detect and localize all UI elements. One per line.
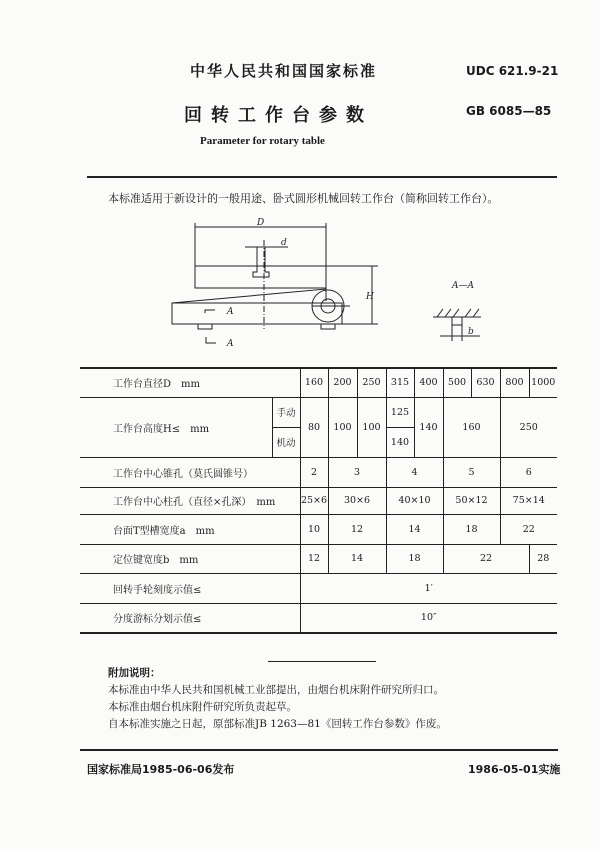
- row-label: 工作台中心柱孔（直径×孔深） mm: [80, 487, 300, 514]
- note-line: 本标准由中华人民共和国机械工业部提出，由烟台机床附件研究所归口。: [108, 684, 444, 696]
- cell: 75×14: [500, 487, 557, 514]
- cell: 22: [443, 544, 529, 573]
- table-row: [80, 514, 557, 544]
- label-A: A: [227, 307, 234, 317]
- cell: 1000: [529, 368, 557, 397]
- cell: 160: [300, 368, 328, 397]
- note-line: 本标准由烟台机床附件研究所负责起草。: [108, 701, 297, 713]
- cell: 18: [443, 514, 500, 544]
- cell: 6: [500, 457, 557, 487]
- standard-number: GB 6085—85: [466, 104, 552, 118]
- document-title: 回转工作台参数: [184, 105, 373, 126]
- sub-label: 机动: [272, 427, 300, 457]
- cell: 14: [328, 544, 386, 573]
- cell: 315: [386, 368, 414, 397]
- label-A-bottom: A: [227, 339, 234, 349]
- cell: 80: [300, 397, 328, 457]
- cell: 10″: [300, 603, 557, 633]
- cell: 100: [328, 397, 357, 457]
- cell: 140: [414, 397, 443, 457]
- cell: 140: [386, 427, 414, 457]
- cell: 630: [471, 368, 500, 397]
- notes-separator: [268, 661, 376, 662]
- cell: 160: [443, 397, 500, 457]
- row-label: 工作台中心锥孔（莫氏圆锥号）: [80, 457, 300, 487]
- issuing-org: 中华人民共和国国家标准: [190, 62, 378, 80]
- rotary-table-drawing: [150, 205, 500, 355]
- cell: 40×10: [386, 487, 443, 514]
- table-row: [80, 544, 557, 573]
- cell: 10: [300, 514, 328, 544]
- section-label: A—A: [452, 281, 474, 291]
- table-row: [80, 457, 557, 487]
- label-D: D: [257, 218, 265, 228]
- row-label: 定位键宽度b mm: [80, 544, 300, 573]
- table-row: [80, 487, 557, 514]
- cell: 28: [529, 544, 557, 573]
- parameter-table: [80, 367, 557, 634]
- issue-date: 国家标准局1985-06-06发布: [87, 763, 235, 776]
- cell: 3: [328, 457, 386, 487]
- scope-text: 本标准适用于新设计的一般用途、卧式圆形机械回转工作台（简称回转工作台）。: [108, 192, 499, 205]
- row-label: 工作台高度H≤ mm: [80, 397, 272, 457]
- cell: 25×6: [300, 487, 328, 514]
- cell: 12: [300, 544, 328, 573]
- label-b: b: [468, 327, 474, 337]
- row-label: 分度游标分划示值≤: [80, 603, 300, 633]
- cell: 500: [443, 368, 471, 397]
- english-title: Parameter for rotary table: [200, 135, 325, 147]
- cell: 14: [386, 514, 443, 544]
- cell: 18: [386, 544, 443, 573]
- cell: 4: [386, 457, 443, 487]
- label-H: H: [366, 292, 374, 302]
- table-row: [80, 368, 557, 397]
- notes-heading: 附加说明：: [108, 667, 161, 679]
- cell: 5: [443, 457, 500, 487]
- cell: 400: [414, 368, 443, 397]
- cell: 200: [328, 368, 357, 397]
- table-row: [80, 397, 557, 427]
- cell: 250: [500, 397, 557, 457]
- header-rule: [87, 176, 557, 178]
- footer-rule: [80, 749, 558, 751]
- cell: 125: [386, 397, 414, 427]
- row-label: 台面T型槽宽度a mm: [80, 514, 300, 544]
- table-row: [80, 573, 557, 603]
- row-label: 工作台直径D mm: [80, 368, 300, 397]
- label-d: d: [281, 238, 287, 248]
- note-line: 自本标准实施之日起，原部标准JB 1263—81《回转工作台参数》作废。: [108, 718, 447, 730]
- cell: 30×6: [328, 487, 386, 514]
- cell: 100: [357, 397, 386, 457]
- cell: 2: [300, 457, 328, 487]
- udc-code: UDC 621.9-21: [466, 64, 559, 78]
- cell: 800: [500, 368, 529, 397]
- sub-label: 手动: [272, 397, 300, 427]
- additional-notes: [108, 665, 447, 733]
- row-label: 回转手轮刻度示值≤: [80, 573, 300, 603]
- cell: 50×12: [443, 487, 500, 514]
- effective-date: 1986-05-01实施: [468, 763, 561, 776]
- cell: 1′: [300, 573, 557, 603]
- cell: 12: [328, 514, 386, 544]
- cell: 22: [500, 514, 557, 544]
- cell: 250: [357, 368, 386, 397]
- table-row: [80, 603, 557, 633]
